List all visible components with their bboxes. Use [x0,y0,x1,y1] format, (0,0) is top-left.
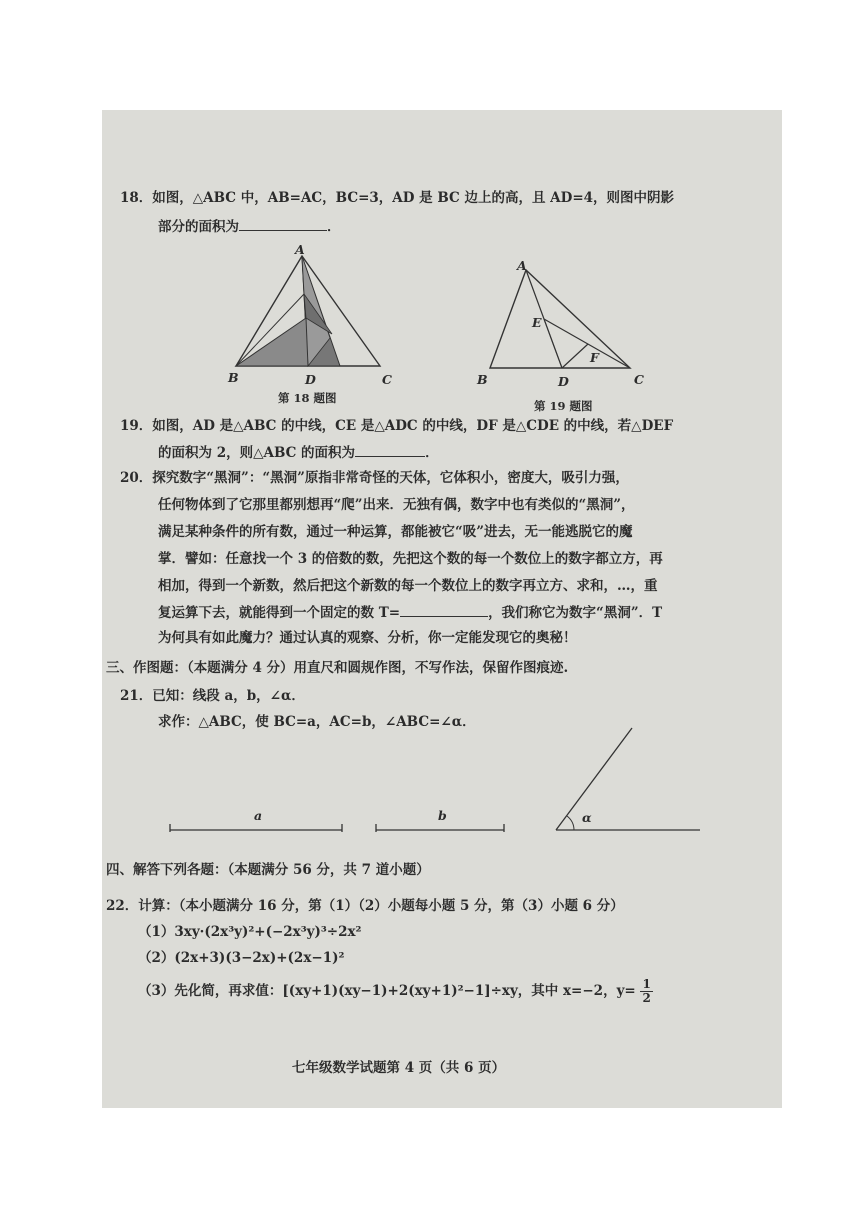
q20-line6 [158,602,662,623]
q20-line6-post: ，我们称它为数字“黑洞”．T [488,605,663,621]
fig19-label-b: B [477,372,488,387]
fig18-label-b: B [228,370,239,385]
q21-given-figures [162,722,762,842]
fig18-label-a: A [295,242,305,257]
q22-part1: （1）3xy·(2x³y)²+(−2x³y)³÷2x² [138,924,362,940]
fraction-numerator: 1 [642,977,651,991]
section3-heading: 三、作图题：（本题满分 4 分）用直尺和圆规作图，不写作法，保留作图痕迹. [106,660,569,676]
q20-line2: 任何物体到了它那里都别想再“爬”出来．无独有偶，数字中也有类似的“黑洞”， [158,497,635,513]
fig18-caption: 第 18 题图 [278,391,337,405]
q20-line6-pre: 复运算下去，就能得到一个固定的数 T= [158,605,401,621]
q20-line5: 相加，得到一个新数，然后把这个新数的每一个数位上的数字再立方、求和，…，重 [158,578,658,594]
fig18-label-d: D [305,372,316,387]
fig19-caption: 第 19 题图 [534,399,593,413]
fraction-denominator: 2 [642,991,651,1005]
segment-a-label: a [254,808,263,823]
q20-line7: 为何具有如此魔力？通过认真的观察、分析，你一定能发现它的奥秘！ [158,630,577,646]
figure-18 [222,248,392,388]
fig19-label-f: F [590,350,599,365]
q20-line3: 满足某种条件的所有数，通过一种运算，都能被它“吸”进去，无一能逃脱它的魔 [158,524,633,540]
exam-page [102,110,782,1108]
q22-title: 22．计算：（本小题满分 16 分，第（1）（2）小题每小题 5 分，第（3）小题 6 分） [106,898,624,914]
q18-line2 [158,216,341,237]
q19-line1: 19．如图，AD 是△ABC 的中线，CE 是△ADC 的中线，DF 是△CDE 的中线，若△DEF [120,418,674,434]
figure-19 [482,260,642,385]
segment-b-label: b [438,808,447,823]
q19-answer-blank [355,442,425,457]
q22-part3-text: （3）先化简，再求值：[(xy+1)(xy−1)+2(xy+1)²−1]÷xy，其中 x=−2，y= [138,983,636,999]
q19-line2-pre: 的面积为 2，则△ABC 的面积为 [158,445,356,461]
fig19-label-d: D [558,374,569,389]
fig19-label-c: C [634,372,644,387]
q19-line2-post: ． [425,445,439,461]
q21-line1: 21．已知：线段 a，b，∠α． [120,688,305,704]
angle-alpha-label: α [582,810,592,825]
q21-line2: 求作：△ABC，使 BC=a，AC=b，∠ABC=∠α． [158,714,476,730]
q19-line2 [158,442,439,463]
q20-line4: 掌．譬如：任意找一个 3 的倍数的数，先把这个数的每一个数位上的数字都立方，再 [158,551,663,567]
q20-line1: 20．探究数字“黑洞”：“黑洞”原指非常奇怪的天体，它体积小，密度大，吸引力强， [120,470,629,486]
q18-line2-pre: 部分的面积为 [158,219,239,235]
q22-part3-fraction [640,978,652,1005]
q20-answer-blank [400,602,488,617]
fig18-label-c: C [382,372,392,387]
q22-part3 [138,978,653,1005]
q18-line1: 18．如图，△ABC 中，AB=AC，BC=3，AD 是 BC 边上的高，且 AD=4，则图中阴影 [120,190,675,206]
q18-answer-blank [239,216,327,231]
fig19-label-e: E [532,315,542,330]
section4-heading: 四、解答下列各题：（本题满分 56 分，共 7 道小题） [106,862,430,878]
q18-line2-post: ． [327,219,341,235]
fig19-label-a: A [517,258,527,273]
page-footer: 七年级数学试题第 4 页（共 6 页） [292,1060,506,1076]
q22-part2: （2）(2x+3)(3−2x)+(2x−1)² [138,950,345,966]
